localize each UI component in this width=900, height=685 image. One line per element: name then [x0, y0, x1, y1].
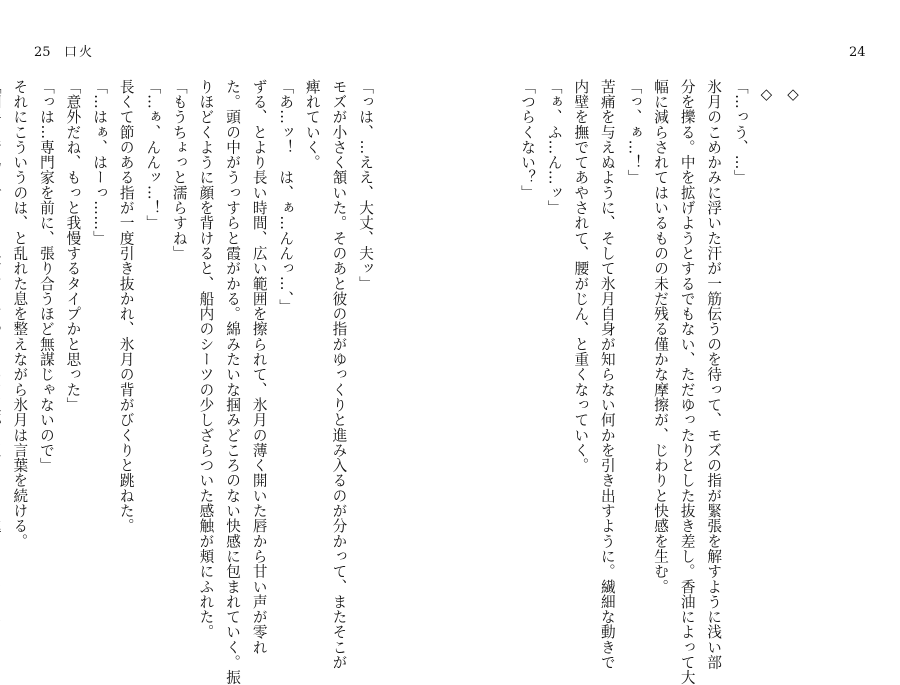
left-page-body — [11, 79, 378, 685]
section-break-diamond: ◇ — [757, 85, 776, 104]
text-line: ずる、とより長い時間、広い範囲を擦られて、氷月の薄く開いた唇から甘い声が零れ — [250, 79, 268, 655]
dialogue-line: 「っは…専門家を前に、張り合うほど無謀じゃないので」 — [37, 79, 55, 473]
running-title: 口火 — [64, 45, 95, 60]
dialogue-line: 「…っう、…」 — [731, 79, 749, 186]
dialogue-line: 「…はぁ、はーっ……」 — [91, 79, 109, 246]
text-line: 痺れていく。 — [303, 79, 321, 170]
folio-right-page-number: 24 — [849, 45, 866, 60]
text-line: 長くて節のある指が一度引き抜かれ、氷月の背がびくりと跳ねた。 — [117, 79, 135, 534]
folio-left-page-number: 25 — [34, 45, 51, 60]
dialogue-line: 「意外だね、もっと我慢するタイプかと思った」 — [64, 79, 82, 413]
dialogue-line: 「…ぁ、んんッ…！」 — [144, 79, 162, 231]
text-line: 幅に減らされてはいるものの未だ残る僅かな摩擦が、じわりと快感を生む。 — [652, 79, 670, 595]
dialogue-line: 「っは、…ええ、大丈、夫ッ」 — [357, 79, 374, 292]
text-line: 内壁を撫でてあやされて、腰がじん、と重くなっていく。 — [572, 79, 590, 473]
section-break-diamond: ◇ — [784, 85, 802, 104]
dialogue-line: 「もうちょっと濡らすね」 — [170, 79, 188, 261]
text-line: それにこういうのは、と乱れた息を整えながら氷月は言葉を続ける。 — [11, 79, 29, 549]
text-line: 氷月のこめかみに浮いた汗が一筋伝うのを待って、モズの指が緊張を解すように浅い部 — [705, 79, 723, 670]
text-line: りほどくように顔を背けると、船内のシーツの少しざらついた感触が頬にふれた。 — [197, 79, 215, 640]
right-page-body — [519, 79, 806, 685]
dialogue-line: 「ぁ、ふ…ん…ッ」 — [545, 79, 563, 216]
text-line: た。頭の中がうっすらと霞がかる。綿みたいな掴みどころのない快感に包まれていく。振 — [224, 79, 242, 685]
text-line: 苦痛を与えぬように、そして氷月自身が知らない何かを引き出すように。繊細な動きで — [598, 79, 616, 670]
dialogue-line: 「あ…ッ！ は、ぁ…んんっ…、」 — [277, 79, 295, 315]
text-line: 分を擽る。中を拡げようとするでもない、ただゆったりとした抜き差し。香油によって大 — [678, 79, 696, 685]
dialogue-line: 「っ、ぁ…！」 — [625, 79, 643, 186]
dialogue-line — [0, 79, 6, 609]
text-line: モズが小さく頷いた。そのあと彼の指がゆっくりと進み入るのが分かって、またそこが — [330, 79, 348, 670]
dialogue-line: 「つらくない？」 — [519, 79, 537, 201]
